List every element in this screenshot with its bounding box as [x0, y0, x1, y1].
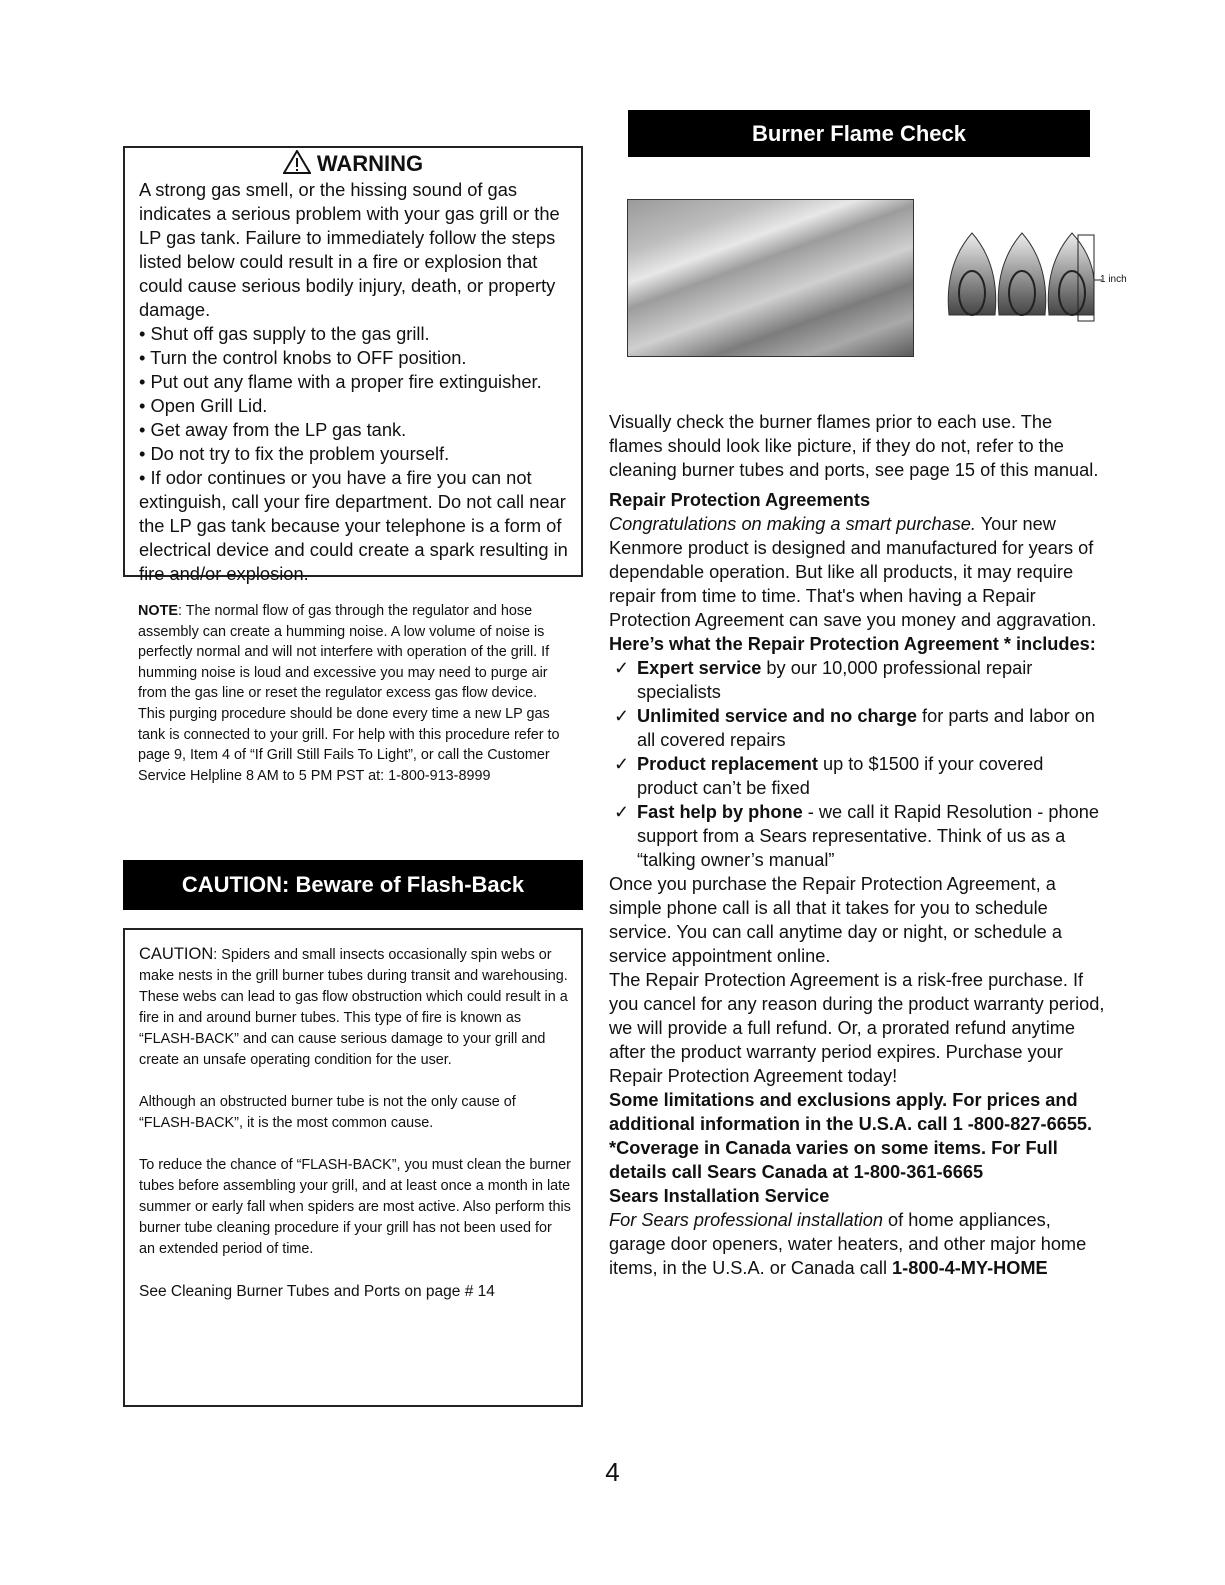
list-item — [609, 752, 1109, 800]
list-item — [609, 800, 1109, 872]
check-icon: ✓ — [614, 706, 630, 726]
install-text — [609, 1208, 1109, 1280]
caution-p2: Although an obstructed burner tube is not the only cause of “FLASH-BACK”, it is the most common cause. — [139, 1094, 516, 1131]
check-icon: ✓ — [614, 802, 630, 822]
flame-check-banner: Burner Flame Check — [628, 110, 1090, 157]
burner-photo — [627, 199, 914, 357]
check-icon: ✓ — [614, 658, 630, 678]
warning-step: • If odor continues or you have a fire you can not extinguish, call your fire department. Do not call near the LP gas tank because your telephone is a form of electrical device and could create a spark resulting in fire and/or explosion. — [139, 467, 568, 584]
rpa-intro — [609, 512, 1109, 632]
list-item — [609, 656, 1109, 704]
caution-box — [123, 928, 583, 1407]
warning-step: • Do not try to fix the problem yourself. — [139, 443, 450, 464]
benefit-bold: Expert service — [637, 658, 762, 678]
warning-triangle-icon — [283, 150, 311, 174]
caution-p1: : Spiders and small insects occasionally spin webs or make nests in the grill burner tubes during transit and warehousing. These webs can lead to gas flow obstruction which could result in a fire in and around burner tubes. This type of fire is known as “FLASH-BACK” and can cause serious damage to your grill and create an unsafe operating condition for the user. — [139, 947, 568, 1068]
caution-p3: To reduce the chance of “FLASH-BACK”, you must clean the burner tubes before assembling your grill, and at least once a month in late summer or early fall when spiders are most active. Also perform this burner tube cleaning procedure if your grill has not been used for an extended period of time. — [139, 1157, 571, 1257]
rpa-riskfree-text: The Repair Protection Agreement is a risk-free purchase. If you cancel for any reason during the product warranty period, we will provide a full refund. Or, a prorated refund anytime after the product warranty period expires. Purchase your Repair Protection Agreement today! — [609, 970, 1105, 1086]
rpa-intro-rest: Your new Kenmore product is designed and manufactured for years of dependable operation. But like all products, it may require repair from time to time. That's when having a Repair Protection Agreement can save you money and aggravation. — [609, 514, 1097, 630]
install-rest: of home appliances, garage door openers, water heaters, and other major home items, in the U.S.A. or Canada call — [609, 1210, 1087, 1278]
warning-heading — [125, 150, 581, 177]
list-item — [609, 704, 1109, 752]
warning-step: • Put out any flame with a proper fire extinguisher. — [139, 371, 542, 392]
warning-intro: A strong gas smell, or the hissing sound of gas indicates a serious problem with your gas grill or the LP gas tank. Failure to immediately follow the steps listed below could result in a fire or explosion that could cause serious bodily injury, death, or property damage. — [139, 179, 560, 320]
caution-p4: See Cleaning Burner Tubes and Ports on page # 14 — [139, 1283, 495, 1300]
warning-step: • Turn the control knobs to OFF position. — [139, 347, 467, 368]
warning-box — [123, 146, 583, 584]
note-label: NOTE — [138, 603, 178, 619]
install-phone: 1-800-4-MY-HOME — [892, 1258, 1048, 1278]
benefit-bold: Unlimited service and no charge — [637, 706, 917, 726]
benefit-rest: - we call it Rapid Resolution - phone support from a Sears representative. Think of us as a “talking owner’s manual” — [637, 802, 1099, 870]
warning-body — [139, 178, 579, 586]
page-number: 4 — [605, 1457, 620, 1487]
install-heading: Sears Installation Service — [609, 1186, 830, 1206]
flame-text: Visually check the burner flames prior to each use. The flames should look like picture, if they do not, refer to the cleaning burner tubes and ports, see page 15 of this manual. — [609, 412, 1099, 480]
note-text: : The normal flow of gas through the regulator and hose assembly can create a humming noise. A low volume of noise is perfectly normal and will not interfere with operation of the grill. If humming noise is loud and excessive you may need to purge air from the gas line or reset the regulator excess gas flow device. This purging procedure should be done every time a new LP gas tank is connected to your grill. For help with this procedure refer to page 9, Item 4 of “If Grill Still Fails To Light”, or call the Customer Service Helpline 8 AM to 5 PM PST at: 1-800-913-8999 — [138, 603, 560, 784]
rpa-canada: *Coverage in Canada varies on some items. For Full details call Sears Canada at 1-800-361-6665 — [609, 1138, 1058, 1182]
benefit-rest: by our 10,000 professional repair specialists — [637, 658, 1033, 702]
rpa-limitations: Some limitations and exclusions apply. For prices and additional information in the U.S.A. call 1 -800-827-6655. — [609, 1090, 1093, 1134]
rpa-purchase-text: Once you purchase the Repair Protection Agreement, a simple phone call is all that it takes for you to schedule service. You can call anytime day or night, or schedule a service appointment online. — [609, 874, 1062, 966]
benefit-bold: Product replacement — [637, 754, 818, 774]
caution-label: CAUTION — [139, 945, 214, 963]
right-column — [609, 410, 1109, 1280]
benefit-rest: for parts and labor on all covered repairs — [637, 706, 1095, 750]
scale-label: 1 inch — [1100, 274, 1127, 285]
flame-diagram — [944, 225, 1134, 325]
rpa-includes-heading: Here’s what the Repair Protection Agreement * includes: — [609, 634, 1096, 654]
caution-banner: CAUTION: Beware of Flash-Back — [123, 860, 583, 910]
benefit-bold: Fast help by phone — [637, 802, 803, 822]
rpa-intro-italic: Congratulations on making a smart purchase. — [609, 514, 976, 534]
warning-title: WARNING — [316, 151, 424, 176]
warning-step: • Shut off gas supply to the gas grill. — [139, 323, 430, 344]
check-icon: ✓ — [614, 754, 630, 774]
install-italic: For Sears professional installation — [609, 1210, 883, 1230]
regulator-note — [138, 601, 568, 786]
warning-step: • Get away from the LP gas tank. — [139, 419, 407, 440]
rpa-heading: Repair Protection Agreements — [609, 490, 871, 510]
benefit-rest: up to $1500 if your covered product can’t be fixed — [637, 754, 1044, 798]
caution-body — [139, 944, 571, 1323]
warning-step: • Open Grill Lid. — [139, 395, 268, 416]
rpa-benefits-list — [609, 656, 1109, 872]
